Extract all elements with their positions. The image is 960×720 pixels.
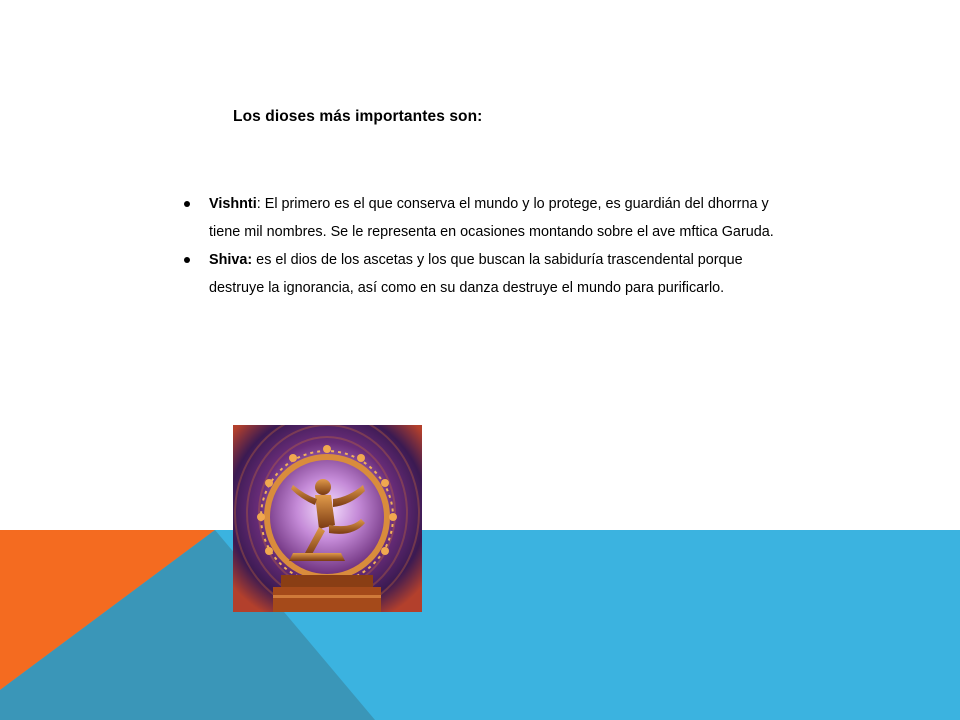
bullet-dot-icon (184, 257, 190, 263)
bullet-item-shiva (176, 246, 796, 302)
bullet-list (176, 190, 796, 302)
slide-heading: Los dioses más importantes son: (233, 108, 483, 125)
bullet-text-shiva: es el dios de los ascetas y los que buscan la sabiduría trascendental porque destruye la ignorancia, así como en su danza destruye el mundo para purificarlo. (209, 252, 743, 296)
nataraja-statue-image (233, 425, 422, 612)
bullet-item-vishnu (176, 190, 796, 246)
bullet-text-vishnu: : El primero es el que conserva el mundo y lo protege, es guardián del dhorrna y tiene mil nombres. Se le representa en ocasiones montando sobre el ave mftica Garuda. (209, 196, 774, 240)
bullet-term-shiva: Shiva: (209, 252, 253, 268)
nataraja-statue-icon (233, 425, 422, 612)
bullet-dot-icon (184, 201, 190, 207)
bullet-term-vishnu: Vishnti (209, 196, 257, 212)
